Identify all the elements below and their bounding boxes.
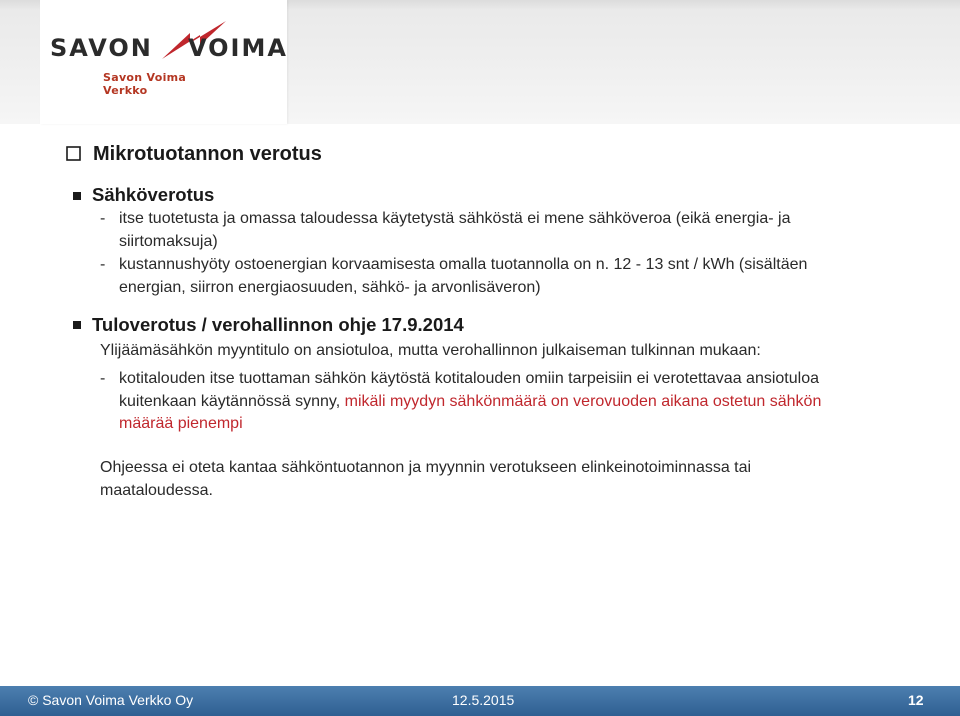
company-logo [50, 33, 288, 63]
square-bullet-icon [73, 192, 81, 200]
square-bullet-icon [73, 321, 81, 329]
body-line: kotitalouden itse tuottaman sähkön käytöstä kotitalouden omiin tarpeisiin ei verotettavaa ansiotuloa [119, 370, 819, 387]
footer-bar [0, 686, 960, 716]
highlighted-text: mikäli myydyn sähkönmäärä on verovuoden aikana ostetun sähkön [344, 393, 822, 410]
body-line: energian, siirron energiaosuuden, sähkö- ja arvonlisäveron) [119, 279, 541, 296]
body-line: siirtomaksuja) [119, 233, 218, 250]
section-heading-tuloverotus: Tuloverotus / verohallinnon ohje 17.9.2014 [92, 314, 464, 335]
logo-wordmark-right: VOIMA [188, 34, 288, 62]
checkbox-bullet-icon [66, 146, 81, 161]
body-line: kustannushyöty ostoenergian korvaamisesta omalla tuotannolla on n. 12 - 13 snt / kWh (sisältäen [119, 256, 808, 273]
body-line: itse tuotetusta ja omassa taloudessa käytetystä sähköstä ei mene sähköveroa (eikä energia- ja [119, 210, 791, 227]
highlighted-text: määrää pienempi [119, 415, 243, 432]
body-line-intro: Ylijäämäsähkön myyntitulo on ansiotuloa, mutta verohallinnon julkaiseman tulkinnan mukaan: [100, 342, 761, 359]
section-heading-sahkoverotus: Sähköverotus [92, 184, 215, 205]
note-line: Ohjeessa ei oteta kantaa sähköntuotannon ja myynnin verotukseen elinkeinotoiminnassa tai [100, 459, 752, 476]
body-text-plain: kuitenkaan käytännössä synny, [119, 393, 345, 410]
dash-bullet: - [100, 256, 106, 273]
logo-wordmark-left: SAVON [50, 34, 153, 62]
dash-bullet: - [100, 210, 106, 227]
body-line-mixed [119, 391, 821, 412]
note-line: maataloudessa. [100, 482, 213, 499]
dash-bullet: - [100, 370, 106, 387]
slide-title: Mikrotuotannon verotus [93, 143, 322, 165]
footer-date: 12.5.2015 [452, 692, 515, 708]
page-number: 12 [908, 692, 924, 708]
logo-subtitle: Savon Voima Verkko [103, 71, 187, 97]
footer-copyright: © Savon Voima Verkko Oy [28, 692, 194, 708]
